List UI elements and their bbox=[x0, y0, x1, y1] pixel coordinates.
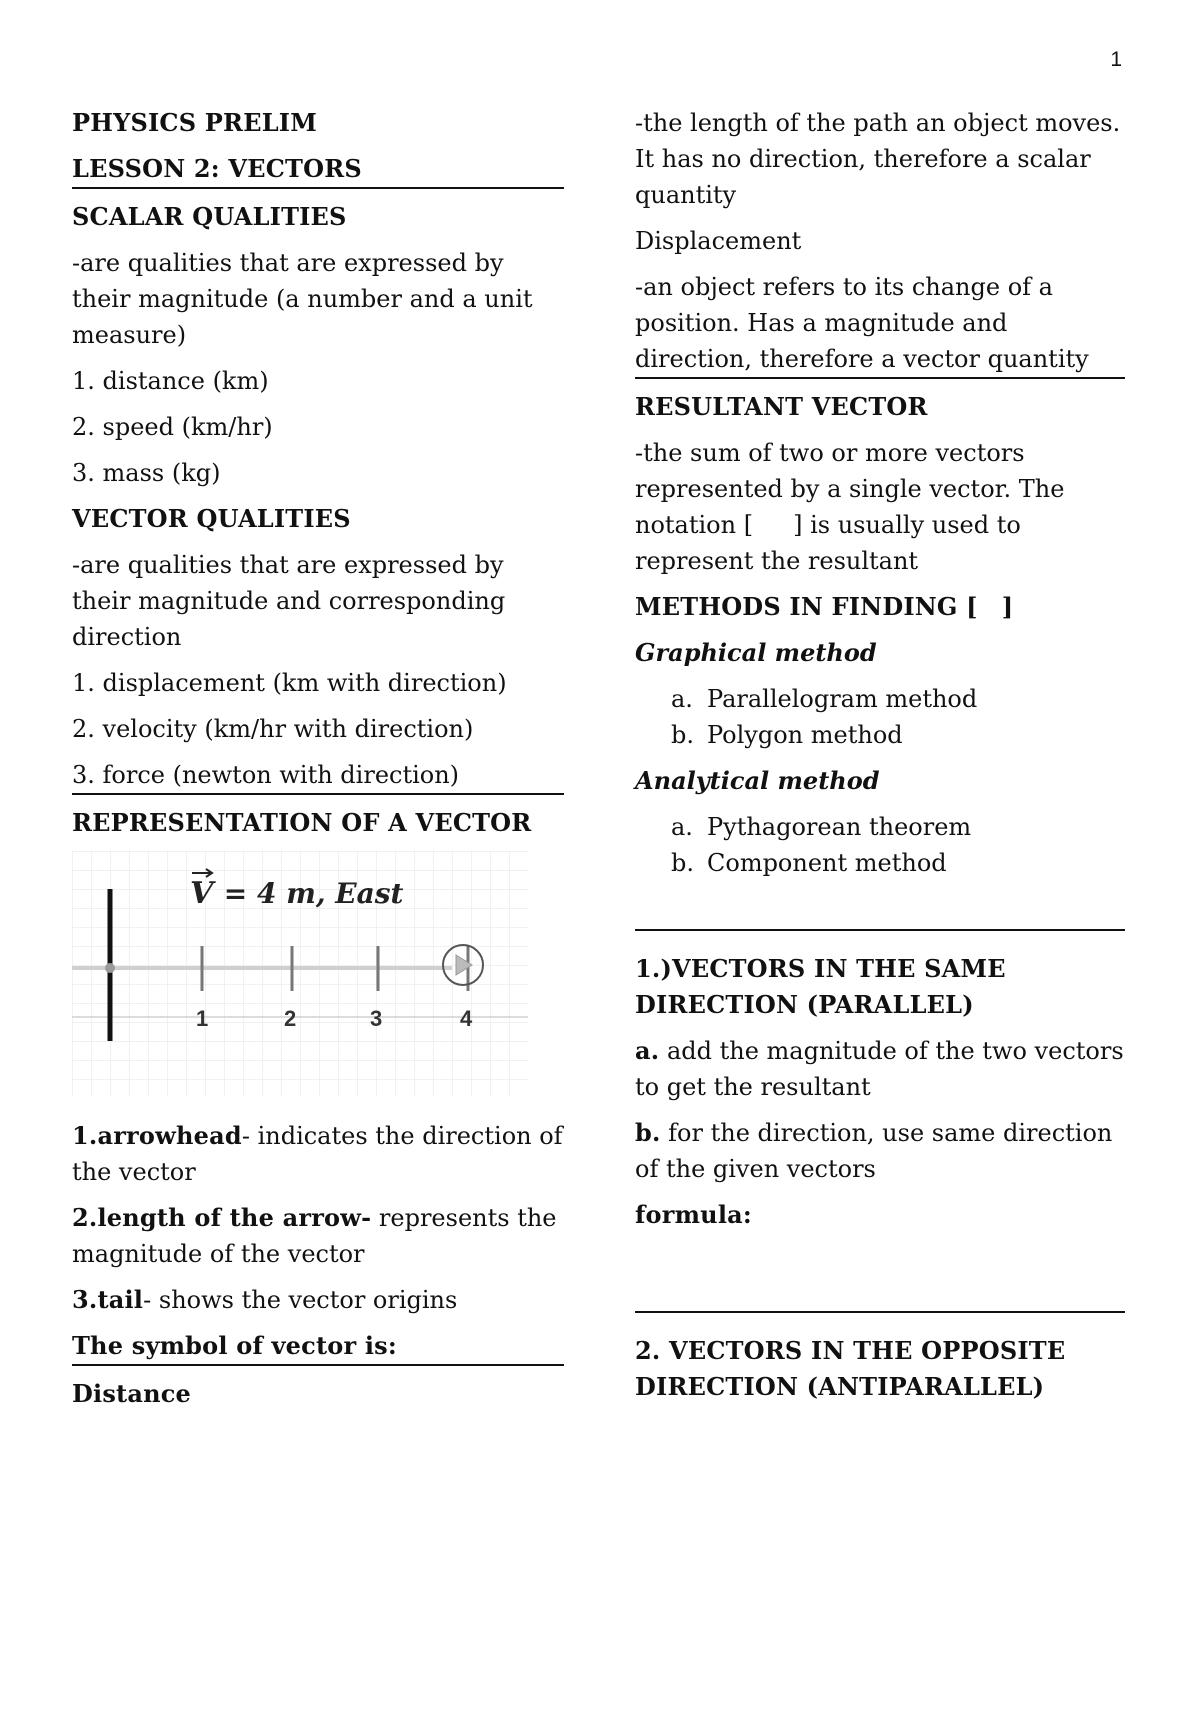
lesson-title: LESSON 2: VECTORS bbox=[72, 151, 564, 189]
opposite-direction-heading: 2. VECTORS IN THE OPPOSITE DIRECTION (ANTIPARALLEL) bbox=[635, 1336, 1066, 1401]
part-desc: - indicates the direction of the vector bbox=[72, 1122, 563, 1186]
left-column bbox=[72, 105, 564, 1422]
part-term: 1.arrowhead bbox=[72, 1121, 242, 1150]
methods-heading-part2: ] bbox=[1001, 592, 1014, 621]
part-arrowhead bbox=[72, 1118, 564, 1190]
list-item: a. Pythagorean theorem bbox=[671, 813, 972, 841]
resultant-def-part2: ] is usually used to represent the resultant bbox=[635, 511, 1021, 575]
tick-label: 2 bbox=[284, 1006, 297, 1031]
representation-heading: REPRESENTATION OF A VECTOR bbox=[72, 808, 532, 837]
displacement-definition: -an object refers to its change of a position. Has a magnitude and direction, therefore a vector quantity bbox=[635, 269, 1125, 379]
resultant-definition bbox=[635, 435, 1125, 579]
vector-diagram bbox=[72, 851, 528, 1096]
tick-label: 3 bbox=[370, 1006, 383, 1031]
list-item: b. Component method bbox=[671, 849, 947, 877]
vector-item: 3. force (newton with direction) bbox=[72, 757, 564, 795]
displacement-label: Displacement bbox=[635, 227, 802, 255]
vector-item: 2. velocity (km/hr with direction) bbox=[72, 715, 474, 743]
methods-heading-part1: METHODS IN FINDING [ bbox=[635, 592, 978, 621]
part-tail bbox=[72, 1282, 564, 1318]
vector-symbol-v: V bbox=[190, 876, 214, 911]
list-item: a. Parallelogram method bbox=[671, 685, 978, 713]
vector-definition: -are qualities that are expressed by their magnitude and corresponding direction bbox=[72, 551, 506, 651]
scalar-item: 3. mass (kg) bbox=[72, 459, 221, 487]
resultant-heading: RESULTANT VECTOR bbox=[635, 392, 928, 421]
same-direction-heading: 1.)VECTORS IN THE SAME DIRECTION (PARALLEL) bbox=[635, 954, 1006, 1019]
graphical-method-heading: Graphical method bbox=[635, 638, 877, 667]
graphical-method-list bbox=[635, 681, 1125, 753]
methods-heading bbox=[635, 589, 1125, 625]
part-length bbox=[72, 1200, 564, 1272]
tick-label: 1 bbox=[196, 1006, 209, 1031]
document-title: PHYSICS PRELIM bbox=[72, 108, 317, 137]
part-term: 3.tail bbox=[72, 1285, 144, 1314]
scalar-definition: -are qualities that are expressed by their magnitude (a number and a unit measure) bbox=[72, 249, 533, 349]
vector-origin-dot bbox=[105, 963, 115, 973]
vector-equation: = 4 m, East bbox=[214, 877, 404, 910]
part-term: 2.length of the arrow- bbox=[72, 1203, 372, 1232]
same-direction-step-b: b. for the direction, use same direction of the given vectors bbox=[635, 1118, 1113, 1183]
scalar-item: 1. distance (km) bbox=[72, 367, 269, 395]
vector-heading: VECTOR QUALITIES bbox=[72, 504, 351, 533]
symbol-line: The symbol of vector is: bbox=[72, 1328, 564, 1366]
tick-label: 4 bbox=[460, 1006, 473, 1031]
right-column bbox=[635, 105, 1125, 1415]
scalar-item: 2. speed (km/hr) bbox=[72, 413, 273, 441]
formula-label: formula: bbox=[635, 1200, 752, 1229]
analytical-method-list bbox=[635, 809, 1125, 881]
part-desc: - shows the vector origins bbox=[143, 1286, 458, 1314]
page-number: 1 bbox=[1110, 48, 1122, 71]
part-desc: represents the magnitude of the vector bbox=[72, 1204, 557, 1268]
vector-item: 1. displacement (km with direction) bbox=[72, 669, 507, 697]
distance-heading: Distance bbox=[72, 1379, 192, 1408]
resultant-def-part1: -the sum of two or more vectors represented by a single vector. The notation [ bbox=[635, 439, 1065, 539]
analytical-method-heading: Analytical method bbox=[635, 766, 880, 795]
distance-definition: -the length of the path an object moves. It has no direction, therefore a scalar quantity bbox=[635, 109, 1121, 209]
scalar-heading: SCALAR QUALITIES bbox=[72, 202, 347, 231]
same-direction-step-a: a. add the magnitude of the two vectors to get the resultant bbox=[635, 1036, 1124, 1101]
list-item: b. Polygon method bbox=[671, 721, 903, 749]
